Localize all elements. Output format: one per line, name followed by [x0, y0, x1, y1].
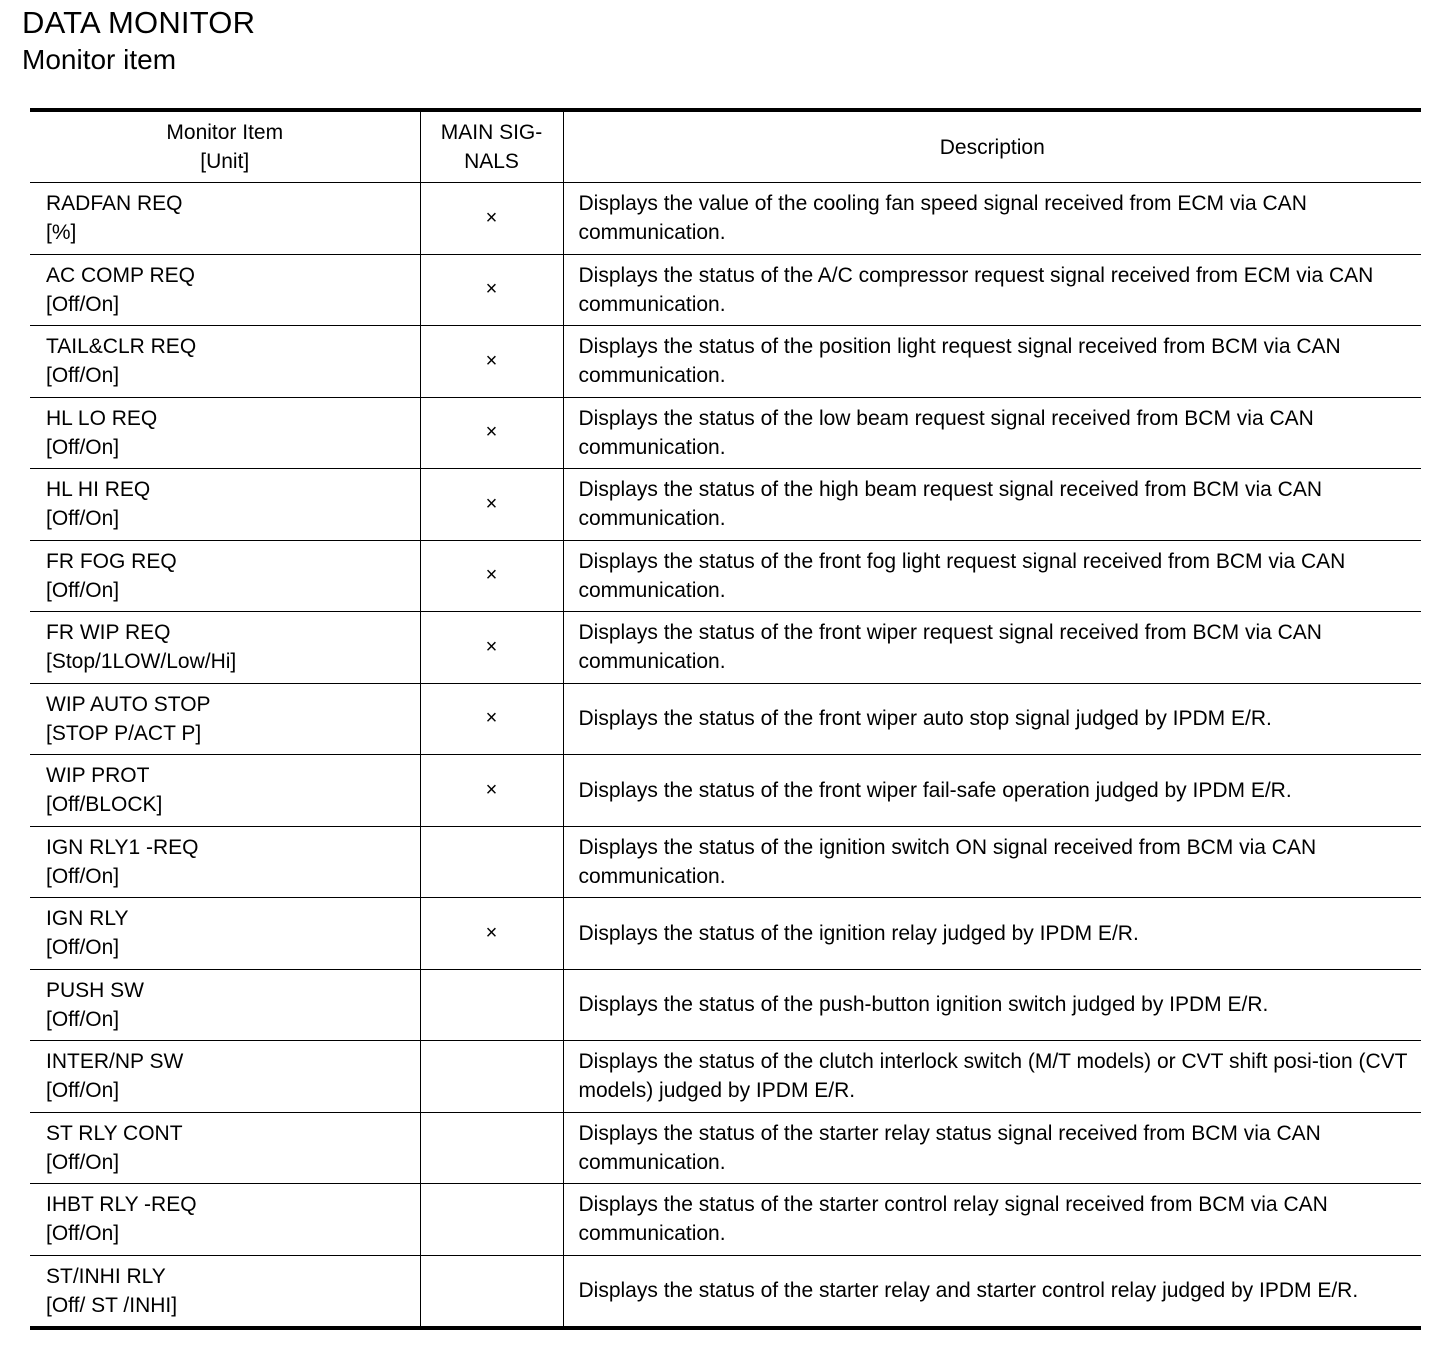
monitor-item-name: AC COMP REQ: [46, 263, 195, 287]
description-cell: Displays the status of the front wiper fail-safe operation judged by IPDM E/R.: [563, 755, 1421, 827]
main-signal-mark: ×: [420, 469, 563, 541]
main-signal-mark: ×: [420, 254, 563, 326]
description-cell: Displays the status of the A/C compressor request signal received from ECM via CAN communication.: [563, 254, 1421, 326]
monitor-item-cell: [30, 1041, 420, 1113]
monitor-item-cell: [30, 183, 420, 255]
table-row: [30, 1184, 1421, 1256]
monitor-item-unit: [Off/On]: [46, 364, 120, 388]
main-signal-mark: ×: [420, 326, 563, 398]
description-cell: Displays the status of the ignition relay judged by IPDM E/R.: [563, 898, 1421, 970]
monitor-item-cell: [30, 1112, 420, 1184]
description-cell: Displays the status of the front fog light request signal received from BCM via CAN communication.: [563, 540, 1421, 612]
monitor-item-name: FR FOG REQ: [46, 549, 177, 573]
main-signal-mark: ×: [420, 540, 563, 612]
table-row: [30, 469, 1421, 541]
monitor-item-cell: [30, 469, 420, 541]
table-row: [30, 254, 1421, 326]
table-row: [30, 826, 1421, 898]
monitor-item-cell: [30, 826, 420, 898]
monitor-item-unit: [Stop/1LOW/Low/Hi]: [46, 650, 237, 674]
main-signal-mark: [420, 1112, 563, 1184]
monitor-item-name: IHBT RLY -REQ: [46, 1193, 197, 1217]
description-cell: Displays the status of the starter relay and starter control relay judged by IPDM E/R.: [578, 1279, 1359, 1303]
monitor-item-name: PUSH SW: [46, 978, 145, 1002]
table-row: [30, 755, 1421, 827]
monitor-item-unit: [Off/On]: [46, 292, 120, 316]
description-cell: Displays the status of the low beam request signal received from BCM via CAN communication.: [563, 397, 1421, 469]
description-cell: Displays the status of the front wiper request signal received from BCM via CAN communication.: [563, 612, 1421, 684]
table-row: [30, 183, 1421, 255]
description-cell: Displays the status of the position light request signal received from BCM via CAN communication.: [563, 326, 1421, 398]
monitor-item-cell: [30, 1255, 420, 1328]
main-signal-mark: ×: [420, 898, 563, 970]
main-signal-mark: [420, 826, 563, 898]
monitor-item-unit: [Off/On]: [46, 1007, 120, 1031]
main-signal-mark: [420, 969, 563, 1041]
main-signal-mark: [420, 1184, 563, 1256]
monitor-item-cell: [30, 254, 420, 326]
monitor-item-unit: [Off/On]: [46, 1079, 120, 1103]
table-row: [30, 540, 1421, 612]
table-row: [30, 683, 1421, 755]
column-header-unit-label: [Unit]: [200, 150, 250, 173]
monitor-item-name: RADFAN REQ: [46, 192, 183, 216]
table-row: [30, 397, 1421, 469]
monitor-item-unit: [Off/BLOCK]: [46, 793, 163, 817]
column-header-monitor-item: [30, 110, 420, 183]
description-cell: Displays the status of the push-button ignition switch judged by IPDM E/R.: [563, 969, 1421, 1041]
description-cell: Displays the status of the high beam request signal received from BCM via CAN communication.: [563, 469, 1421, 541]
monitor-item-name: WIP PROT: [46, 764, 150, 788]
monitor-item-name: IGN RLY1 -REQ: [46, 835, 199, 859]
monitor-item-cell: [30, 683, 420, 755]
description-cell: Displays the status of the starter control relay signal received from BCM via CAN communication.: [563, 1184, 1421, 1256]
column-header-main-signals-line2: NALS: [464, 150, 519, 173]
monitor-item-unit: [Off/On]: [46, 864, 120, 888]
monitor-item-cell: [30, 326, 420, 398]
table-row: [30, 898, 1421, 970]
column-header-main-signals: [420, 110, 563, 183]
table-row: [30, 1255, 1421, 1328]
table-row: [30, 1112, 1421, 1184]
monitor-item-unit: [Off/On]: [46, 1222, 120, 1246]
table-row: [30, 326, 1421, 398]
monitor-item-cell: [30, 612, 420, 684]
monitor-item-name: FR WIP REQ: [46, 621, 171, 645]
monitor-item-name: TAIL&CLR REQ: [46, 335, 197, 359]
main-signal-mark: ×: [420, 612, 563, 684]
monitor-item-cell: [30, 898, 420, 970]
monitor-item-unit: [Off/On]: [46, 1150, 120, 1174]
column-header-description: Description: [563, 110, 1421, 183]
main-signal-mark: ×: [420, 183, 563, 255]
monitor-item-unit: [Off/On]: [46, 435, 120, 459]
monitor-item-cell: [30, 969, 420, 1041]
table-body: [30, 183, 1421, 1329]
monitor-item-cell: [30, 755, 420, 827]
description-cell: Displays the status of the ignition switch ON signal received from BCM via CAN communication.: [563, 826, 1421, 898]
column-header-monitor-item-label: Monitor Item: [166, 121, 284, 144]
main-signal-mark: ×: [420, 755, 563, 827]
monitor-item-cell: [30, 540, 420, 612]
table-row: [30, 969, 1421, 1041]
monitor-item-name: ST/INHI RLY: [46, 1264, 166, 1288]
description-cell: Displays the value of the cooling fan speed signal received from ECM via CAN communication.: [563, 183, 1421, 255]
monitor-item-cell: [30, 1184, 420, 1256]
monitor-item-unit: [Off/On]: [46, 936, 120, 960]
main-signal-mark: ×: [420, 683, 563, 755]
monitor-item-name: HL HI REQ: [46, 478, 151, 502]
description-cell: Displays the status of the starter relay status signal received from BCM via CAN communication.: [563, 1112, 1421, 1184]
page-title: DATA MONITOR: [22, 5, 256, 40]
monitor-item-unit: [STOP P/ACT P]: [46, 721, 202, 745]
monitor-item-name: ST RLY CONT: [46, 1121, 183, 1145]
description-cell: Displays the status of the front wiper auto stop signal judged by IPDM E/R.: [563, 683, 1421, 755]
monitor-item-unit: [Off/On]: [46, 507, 120, 531]
monitor-item-name: INTER/NP SW: [46, 1050, 184, 1074]
table-header-row: [30, 110, 1421, 183]
description-cell: Displays the status of the clutch interlock switch (M/T models) or CVT shift posi-tion (CVT models) judged by IPDM E/R.: [563, 1041, 1421, 1113]
monitor-item-unit: [Off/On]: [46, 578, 120, 602]
monitor-item-table: [30, 108, 1421, 1330]
monitor-item-cell: [30, 397, 420, 469]
column-header-main-signals-line1: MAIN SIG-: [440, 121, 543, 144]
monitor-item-unit: [%]: [46, 221, 77, 245]
table-row: [30, 1041, 1421, 1113]
monitor-item-unit: [Off/ ST /INHI]: [46, 1293, 178, 1317]
page-subtitle: Monitor item: [22, 44, 177, 75]
table-row: [30, 612, 1421, 684]
main-signal-mark: [420, 1041, 563, 1113]
monitor-item-name: HL LO REQ: [46, 406, 158, 430]
monitor-item-name: WIP AUTO STOP: [46, 692, 211, 716]
monitor-item-name: IGN RLY: [46, 907, 129, 931]
main-signal-mark: [420, 1255, 563, 1328]
main-signal-mark: ×: [420, 397, 563, 469]
